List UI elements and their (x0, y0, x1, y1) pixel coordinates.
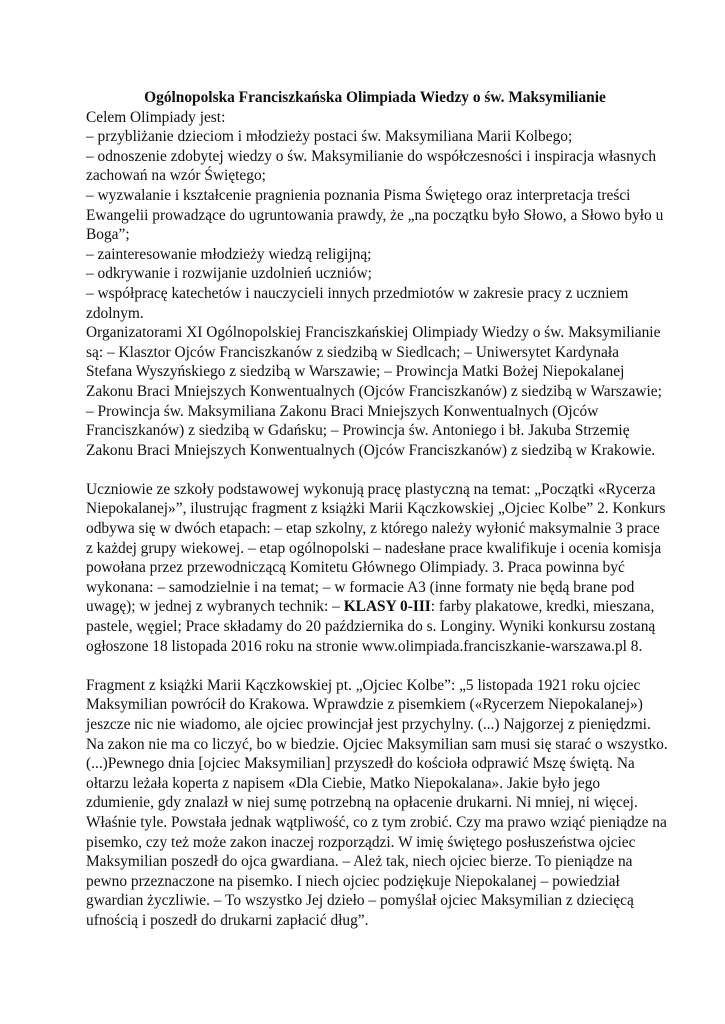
text-line: Niepokalanej»”, ilustrując fragment z książki Marii Kączkowskiej „Ojciec Kolbe” 2. Konkurs (86, 500, 666, 518)
text-line: Uczniowie ze szkoły podstawowej wykonują pracę plastyczną na temat: „Początki «Rycerza (86, 480, 656, 498)
document-title: Ogólnopolska Franciszkańska Olimpiada Wiedzy o św. Maksymilianie (144, 89, 606, 106)
text-line: zachowań na wzór Świętego; (86, 167, 266, 185)
paragraph-spacer (86, 460, 664, 480)
text-line: wykonana: – samodzielnie i na temat; – w formacie A3 (inne formaty nie będą brane pod (86, 578, 635, 596)
goals-and-organizers-paragraph (86, 108, 664, 461)
text-line: Organizatorami XI Ogólnopolskiej Franciszkańskiej Olimpiady Wiedzy o św. Maksymilianie (86, 324, 661, 342)
text-segment: uwagę); w jednej z wybranych technik: – (86, 598, 344, 616)
paragraph-spacer (86, 656, 664, 676)
text-line: Celem Olimpiady jest: (86, 108, 226, 126)
text-line: – zainteresowanie młodzieży wiedzą religijną; (86, 245, 372, 263)
text-line: Właśnie tyle. Powstała jednak wątpliwość, co z tym zrobić. Czy ma prawo wziąć pieniądze na (86, 813, 667, 831)
text-line: ołtarzu leżała koperta z napisem «Dla Ciebie, Matko Niepokalana». Jakie było jego (86, 774, 601, 792)
text-line: Fragment z książki Marii Kączkowskiej pt. „Ojciec Kolbe”: „5 listopada 1921 roku ojciec (86, 676, 641, 694)
text-line-with-bold (86, 597, 664, 617)
text-line: pisemko, czy też może zakon inaczej rozporządzi. W imię świętego posłuszeństwa ojciec (86, 833, 636, 851)
class-group-label: KLASY 0-III (343, 598, 431, 616)
text-line: zdumienie, gdy znalazł w niej sumę potrzebną na opłacenie drukarni. Ni mniej, ni więcej. (86, 794, 638, 812)
text-line: ogłoszone 18 listopada 2016 roku na stronie www.olimpiada.franciszkanie-warszawa.pl 8. (86, 637, 643, 655)
book-fragment-paragraph (86, 676, 668, 931)
text-line: – przybliżanie dzieciom i młodzieży postaci św. Maksymiliana Marii Kolbego; (86, 128, 573, 146)
text-line: powołana przez przewodniczącą Komitetu Głównego Olimpiady. 3. Praca powinna być (86, 559, 625, 577)
text-line: Zakonu Braci Mniejszych Konwentualnych (Ojców Franciszkanów) z siedzibą w Krakowie. (86, 441, 656, 459)
contest-rules-paragraph (86, 480, 664, 656)
text-line: – Prowincja św. Maksymiliana Zakonu Braci Mniejszych Konwentualnych (Ojców (86, 402, 599, 420)
text-line: odbywa się w dwóch etapach: – etap szkolny, z którego należy wyłonić maksymalnie 3 prace (86, 520, 660, 538)
text-line: pewno przeznaczone na pisemko. I niech ojciec podziękuje Niepokalanej – powiedział (86, 872, 620, 890)
text-line: Na zakon nie ma co liczyć, bo w biedzie. Ojciec Maksymilian sam musi się starać o wszystko. (86, 735, 668, 753)
text-line: jeszcze nic nie wiadomo, ale ojciec prowincjał jest przychylny. (...) Najgorzej z pieniędzmi. (86, 716, 651, 733)
text-line: zdolnym. (86, 304, 144, 322)
text-line: – odkrywanie i rozwijanie uzdolnień uczniów; (86, 265, 372, 283)
text-line: z każdej grupy wiekowej. – etap ogólnopolski – nadesłane prace kwalifikuje i ocenia komisja (86, 539, 662, 557)
document-page (86, 88, 668, 931)
text-line: są: – Klasztor Ojców Franciszkanów z siedzibą w Siedlcach; – Uniwersytet Kardynała (86, 343, 619, 361)
text-line: Ewangelii prowadzące do ugruntowania prawdy, że „na początku było Słowo, a Słowo było u (86, 206, 664, 224)
text-line: (...)Pewnego dnia [ojciec Maksymilian] przyszedł do kościoła odprawić Mszę świętą. Na (86, 755, 635, 773)
text-line: Maksymilian poszedł do ojca gwardiana. – Ależ tak, niech ojciec bierze. To pieniądze na (86, 853, 633, 871)
text-line: pastele, węgiel; Prace składamy do 20 października do s. Longiny. Wyniki konkursu zostaną (86, 618, 656, 636)
text-line: ufnością i poszedł do drukarni zapłacić dług”. (86, 911, 369, 929)
text-line: Franciszkanów) z siedzibą w Gdańsku; – Prowincja św. Antoniego i bł. Jakuba Strzemię (86, 422, 630, 440)
text-line: – współpracę katechetów i nauczycieli innych przedmiotów w zakresie pracy z uczniem (86, 284, 629, 302)
text-line: Boga”; (86, 226, 130, 244)
text-line: Maksymilian powrócił do Krakowa. Wprawdzie z pisemkiem («Rycerzem Niepokalanej») (86, 696, 643, 714)
text-line: Zakonu Braci Mniejszych Konwentualnych (Ojców Franciszkanów) z siedzibą w Warszawie; (86, 382, 662, 400)
text-line: gwardian życzliwie. – To wszystko Jej dzieło – pomyślał ojciec Maksymilian z dziecięcą (86, 892, 634, 910)
text-line: Stefana Wyszyńskiego z siedzibą w Warszawie; – Prowincja Matki Bożej Niepokalanej (86, 363, 625, 381)
text-line: – odnoszenie zdobytej wiedzy o św. Maksymilianie do współczesności i inspiracja własnych (86, 147, 657, 165)
text-segment: : farby plakatowe, kredki, mieszana, (430, 598, 655, 616)
text-line: – wyzwalanie i kształcenie pragnienia poznania Pisma Świętego oraz interpretacja treści (86, 186, 631, 204)
